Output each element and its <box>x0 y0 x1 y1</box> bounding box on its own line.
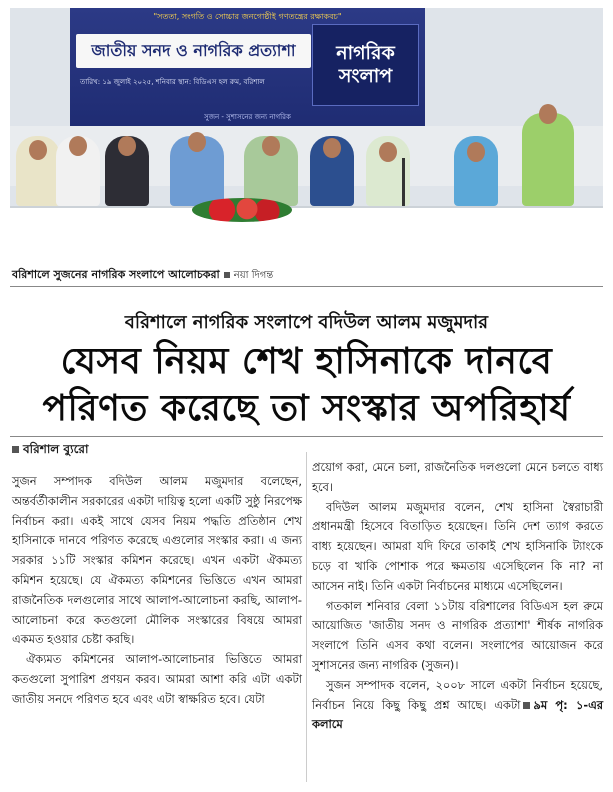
banner-brand-line2: সংলাপ <box>338 65 393 87</box>
panelist-head <box>29 140 47 160</box>
panelist-head <box>323 138 341 158</box>
speaker-head <box>539 104 557 124</box>
headline-line1: যেসব নিয়ম শেখ হাসিনাকে দানবে <box>60 341 553 382</box>
banner-title: জাতীয় সনদ ও নাগরিক প্রত্যাশা <box>76 34 311 68</box>
jump-text[interactable]: ৯ম পৃ: ১-এর কলামে <box>312 697 603 732</box>
panelist-head <box>262 136 280 156</box>
paragraph: প্রয়োগ করা, মেনে চলা, রাজনৈতিক দলগুলো মেনে চলতে বাধ্য হবে। <box>312 460 603 494</box>
column-divider <box>306 452 307 782</box>
flower-bouquet <box>192 198 292 222</box>
paragraph: গতকাল শনিবার বেলা ১১টায় বরিশালের বিডিএস হল রুমে আয়োজিত 'জাতীয় সনদ ও নাগরিক প্রত্যাশা' শীর্ষক নাগরিক সংলাপে তিনি এসব কথা বলেন। সংলাপের আয়োজন করে সুশাসনের জন্য নাগরিক (সুজন)। <box>312 598 603 672</box>
square-bullet-icon <box>12 446 19 453</box>
paragraph: ঐক্যমত কমিশনের আলাপ-আলোচনার ভিত্তিতে আমরা কতগুলো সুপারিশ প্রণয়ন করব। আমরা আশা করি এটা একটা জাতীয় সনদে পরিণত হবে এবং এটা স্বাক্ষরিত হবে। যেটা <box>12 652 302 706</box>
dais-table <box>10 206 603 261</box>
paragraph-text: সুজন সম্পাদক বলেন, ২০০৮ সালে একটা নির্বাচন হয়েছে, নির্বাচন নিয়ে কিছু কিছু প্রশ্ন আছে। একটা <box>312 677 603 712</box>
banner-tagline: "সততা, সংগতি ও সোচ্চার জনগোষ্ঠীই গণতন্ত্রের রক্ষাকবচ" <box>153 12 342 21</box>
banner-date: তারিখ: ১৯ জুলাই ২০২৫, শনিবার স্থান: বিডিএস হল রুম, বরিশাল <box>80 78 265 86</box>
speaker <box>522 113 574 206</box>
banner-footer: সুজন - সুশাসনের জন্য নাগরিক <box>204 113 291 121</box>
panelist-head <box>118 136 136 156</box>
photo-credit: নয়া দিগন্ত <box>233 270 274 281</box>
banner-brand <box>312 24 419 106</box>
photo-caption <box>12 266 273 285</box>
panelist-head <box>188 132 206 152</box>
caption-text: বরিশালে সুজনের নাগরিক সংলাপে আলোচকরা <box>12 268 220 281</box>
body-column-2 <box>312 458 603 735</box>
paragraph: সুজন সম্পাদক বদিউল আলম মজুমদার বলেছেন, অন্তর্বর্তীকালীন সরকারের একটা দায়িত্ব হলো একটি সুষ্ঠু নিরপেক্ষ নির্বাচন করা। একই সাথে যেসব নিয়ম পদ্ধতি প্রতিষ্ঠান শেখ হাসিনাকে দানবে পরিণত করেছে এগুলোর সংস্কার করা। এ জন্য সরকার ১১টি সংস্কার কমিশন করেছে। এখন একটা ঐকমত্য কমিশন হয়েছে। যে ঐকমত্য কমিশনের ভিত্তিতে এখন আমরা রাজনৈতিক দলগুলোর সাথে আলাপ-আলোচনা করছি, আলাপ-আলোচনা করে কতগুলো মৌলিক সংস্কারের বিষয়ে আমরা একমত হওয়ার চেষ্টা করছি। <box>12 474 302 647</box>
panelist-head <box>467 142 485 162</box>
banner-brand-line1: নাগরিক <box>336 42 395 65</box>
square-bullet-icon <box>224 272 230 278</box>
panelist-head <box>379 142 397 162</box>
event-banner <box>70 8 425 126</box>
headline-line2: পরিণত করেছে তা সংস্কার অপরিহার্য <box>42 388 571 429</box>
panelist-head <box>69 136 87 156</box>
body-column-1 <box>12 458 302 710</box>
kicker: বরিশালে নাগরিক সংলাপে বদিউল আলম মজুমদার <box>124 312 489 333</box>
paragraph: বদিউল আলম মজুমদার বলেন, শেখ হাসিনা স্বৈরাচারী প্রধানমন্ত্রী হিসেবে বিতাড়িত হয়েছেন। তিনি দেশ ত্যাগ করতে বাধ্য হয়েছেন। আমরা যদি ফিরে তাকাই শেখ হাসিনাকি ট্যাংকে চড়ে বা খাকি পোশাক পরে ক্ষমতায় এসেছিলেন কি না? না আসেন নাই। তিনি একটা নির্বাচনের মাধ্যমে এসেছিলেন। <box>312 499 603 593</box>
caption-rule <box>10 286 603 287</box>
paragraph <box>312 676 603 735</box>
event-photo <box>10 8 603 261</box>
square-bullet-icon <box>523 702 530 709</box>
byline-text: বরিশাল ব্যুরো <box>23 442 89 456</box>
headline-rule <box>10 436 603 437</box>
